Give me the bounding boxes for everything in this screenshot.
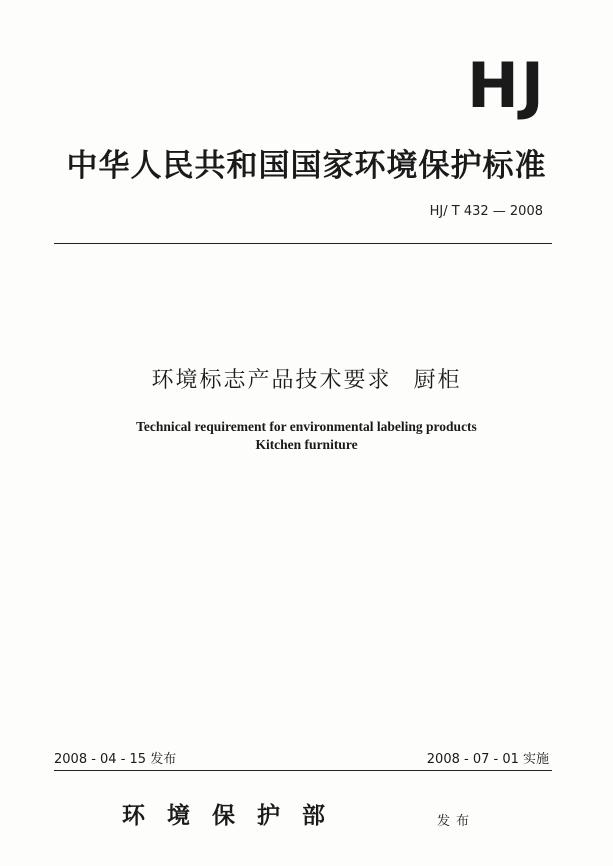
organization-title: 中华人民共和国国家环境保护标准 — [66, 148, 547, 184]
title-english — [0, 418, 613, 454]
issuing-authority: 环境保护部 — [122, 802, 347, 829]
title-chinese-main: 环境标志产品技术要求 — [151, 368, 392, 393]
hj-logo: HJ — [467, 49, 546, 122]
implementation-date: 2008 - 07 - 01 实施 — [426, 752, 549, 767]
issuer-suffix: 发布 — [437, 814, 476, 829]
bottom-divider — [54, 770, 552, 771]
title-chinese-sub: 厨柜 — [413, 368, 462, 393]
title-chinese — [0, 363, 613, 394]
top-divider — [54, 243, 552, 244]
standard-number: HJ/ T 432 — 2008 — [429, 204, 543, 219]
title-english-line2: Kitchen furniture — [255, 437, 358, 452]
issue-date: 2008 - 04 - 15 发布 — [54, 752, 177, 767]
title-english-line1: Technical requirement for environmental labeling products — [136, 419, 477, 434]
